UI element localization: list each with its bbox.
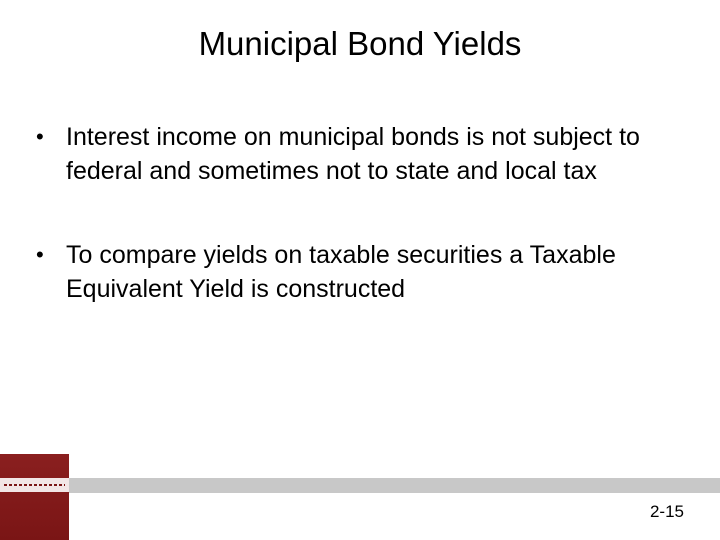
- bullet-marker: •: [36, 124, 44, 149]
- publisher-logo-icon: [0, 454, 69, 540]
- bullet-list: [30, 120, 690, 306]
- bullet-text: Interest income on municipal bonds is not subject to federal and sometimes not to state and local tax: [66, 123, 640, 185]
- slide-title: Municipal Bond Yields: [198, 25, 522, 62]
- bullet-item: [30, 120, 690, 188]
- footer-bar: [69, 478, 720, 493]
- bullet-item: [30, 238, 690, 306]
- page-number: 2-15: [649, 502, 684, 521]
- logo-strip: [0, 478, 69, 492]
- bullet-marker: •: [36, 242, 44, 267]
- bullet-text: To compare yields on taxable securities a Taxable Equivalent Yield is constructed: [66, 241, 616, 303]
